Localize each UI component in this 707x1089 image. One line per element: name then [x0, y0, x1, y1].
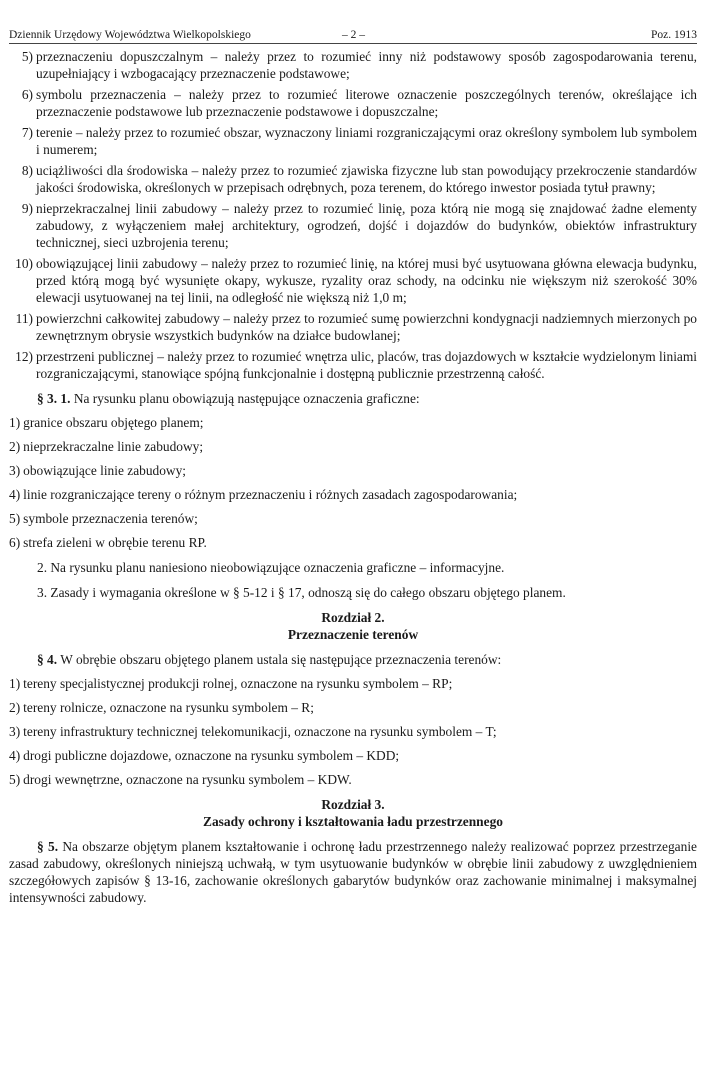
section-mark: § 4.: [37, 652, 58, 667]
chapter-subtitle: Przeznaczenie terenów: [287, 627, 419, 642]
list-item: [9, 124, 697, 158]
list-item: [9, 348, 697, 382]
chapter-title: Rozdział 3.: [321, 797, 385, 812]
item-number: 5): [21, 49, 33, 64]
list-item: [9, 414, 697, 431]
item-number: 1): [9, 676, 21, 691]
item-number: 6): [21, 87, 33, 102]
section-3-intro: [9, 390, 697, 407]
definitions-list: [9, 48, 697, 382]
item-text: powierzchni całkowitej zabudowy – należy przez to rozumieć sumę powierzchni kondygnacji nadziemnych mierzonych po zewnętrznym obrysie wszystkich budynków na działce budowlanej;: [36, 311, 697, 343]
item-text: przestrzeni publicznej – należy przez to rozumieć wnętrza ulic, placów, tras dojazdowych w kształcie wydzielonym liniami rozgraniczającymi, stanowiące spójną funkcjonalnie i dostępną publicznie przestrzenną całość.: [36, 349, 697, 381]
item-number: 9): [21, 201, 33, 216]
list-item: [9, 310, 697, 344]
section-3-paragraph-2: 2. Na rysunku planu naniesiono nieobowiązujące oznaczenia graficzne – informacyjne.: [37, 560, 505, 575]
list-item: [9, 771, 697, 788]
list-item: [9, 699, 697, 716]
list-item: [9, 86, 697, 120]
item-text: obowiązujące linie zabudowy;: [23, 463, 187, 478]
list-item: [9, 48, 697, 82]
page-header: [9, 0, 697, 41]
section-3-paragraph-3: 3. Zasady i wymagania określone w § 5-12 i § 17, odnoszą się do całego obszaru objętego planem.: [37, 585, 566, 600]
item-text: tereny infrastruktury technicznej telekomunikacji, oznaczone na rysunku symbolem – T;: [23, 724, 497, 739]
item-text: drogi publiczne dojazdowe, oznaczone na rysunku symbolem – KDD;: [23, 748, 400, 763]
chapter-subtitle: Zasady ochrony i kształtowania ładu przestrzennego: [203, 814, 503, 829]
item-text: uciążliwości dla środowiska – należy przez to rozumieć zjawiska fizyczne lub stan powodujący przekroczenie standardów jakości środowiska, określonych w przepisach odrębnych, poza terenem, do którego inwestor posiada tytuł prawny;: [36, 163, 697, 195]
list-item: [9, 747, 697, 764]
list-item: [9, 162, 697, 196]
item-text: obowiązującej linii zabudowy – należy przez to rozumieć linię, na której musi być usytuowana główna elewacja budynku, przed którą mogą być wysunięte okapy, wykusze, ryzality oraz schody, na odcinku nie większym niż szerokość 30% elewacji usytuowanej na tej linii, na odległość nie większą niż 1,0 m;: [36, 256, 697, 305]
item-number: 8): [21, 163, 33, 178]
item-text: nieprzekraczalnej linii zabudowy – należy przez to rozumieć linię, poza którą nie mogą się znajdować żadne elementy zabudowy, z wyłączeniem małej architektury, ogrodzeń, dojść i dojazdów do budynków, obiektów infrastruktury technicznej, sieci uzbrojenia terenu;: [36, 201, 697, 250]
section-5-paragraph: [9, 838, 697, 906]
item-number: 10): [15, 256, 33, 271]
item-number: 5): [9, 772, 21, 787]
item-number: 11): [15, 311, 33, 326]
section-intro-text: Na rysunku planu obowiązują następujące oznaczenia graficzne:: [73, 391, 420, 406]
land-use-list: [9, 675, 697, 788]
chapter-3-heading: [9, 796, 697, 830]
item-text: terenie – należy przez to rozumieć obszar, wyznaczony liniami rozgraniczającymi oraz określony symbolem lub symbolem i numerem;: [36, 125, 697, 157]
item-number: 5): [9, 511, 21, 526]
item-number: 1): [9, 415, 21, 430]
item-text: symbole przeznaczenia terenów;: [23, 511, 198, 526]
list-item: [9, 462, 697, 479]
item-text: drogi wewnętrzne, oznaczone na rysunku symbolem – KDW.: [23, 772, 352, 787]
page-number: – 2 –: [342, 29, 365, 41]
list-item: [9, 255, 697, 306]
item-text: tereny specjalistycznej produkcji rolnej, oznaczone na rysunku symbolem – RP;: [23, 676, 453, 691]
section-mark: § 3. 1.: [37, 391, 71, 406]
item-text: granice obszaru objętego planem;: [23, 415, 204, 430]
item-number: 4): [9, 487, 21, 502]
list-item: [9, 534, 697, 551]
item-number: 6): [9, 535, 21, 550]
position-number: Poz. 1913: [651, 29, 697, 41]
section-mark: § 5.: [37, 839, 59, 854]
item-text: symbolu przeznaczenia – należy przez to rozumieć literowe oznaczenie poszczególnych terenów, określające ich przeznaczenie podstawowe lub przeznaczenie podstawowe i dopuszczalne;: [36, 87, 697, 119]
item-number: 4): [9, 748, 21, 763]
section-text: Na obszarze objętym planem kształtowanie i ochronę ładu przestrzennego należy realizować poprzez przestrzeganie zasad zabudowy, określonych niniejszą uchwałą, w tym usytuowanie budynków w obrębie linii zabudowy z uwzględnieniem szczegółowych zapisów § 13-16, zachowanie określonych gabarytów budynków oraz zachowanie minimalnej i maksymalnej intensywności zabudowy.: [9, 839, 697, 905]
item-number: 7): [21, 125, 33, 140]
list-item: [9, 486, 697, 503]
item-text: nieprzekraczalne linie zabudowy;: [23, 439, 204, 454]
chapter-title: Rozdział 2.: [321, 610, 385, 625]
section-4-intro: [9, 651, 697, 668]
item-text: tereny rolnicze, oznaczone na rysunku symbolem – R;: [23, 700, 314, 715]
item-number: 2): [9, 700, 21, 715]
item-text: przeznaczeniu dopuszczalnym – należy przez to rozumieć inny niż podstawowy sposób zagospodarowania terenu, uzupełniający i wzbogacający przeznaczenie podstawowe;: [36, 49, 697, 81]
journal-title: Dziennik Urzędowy Województwa Wielkopolskiego: [9, 29, 251, 41]
item-number: 3): [9, 724, 21, 739]
chapter-2-heading: [9, 609, 697, 643]
list-item: [9, 723, 697, 740]
item-number: 2): [9, 439, 21, 454]
list-item: [9, 200, 697, 251]
list-item: [9, 510, 697, 527]
item-number: 3): [9, 463, 21, 478]
item-number: 12): [15, 349, 33, 364]
list-item: [9, 438, 697, 455]
section-intro-text: W obrębie obszaru objętego planem ustala się następujące przeznaczenia terenów:: [60, 652, 502, 667]
list-item: [9, 675, 697, 692]
item-text: strefa zieleni w obrębie terenu RP.: [23, 535, 207, 550]
item-text: linie rozgraniczające tereny o różnym przeznaczeniu i różnych zasadach zagospodarowania;: [23, 487, 518, 502]
graphic-symbols-list: [9, 414, 697, 551]
